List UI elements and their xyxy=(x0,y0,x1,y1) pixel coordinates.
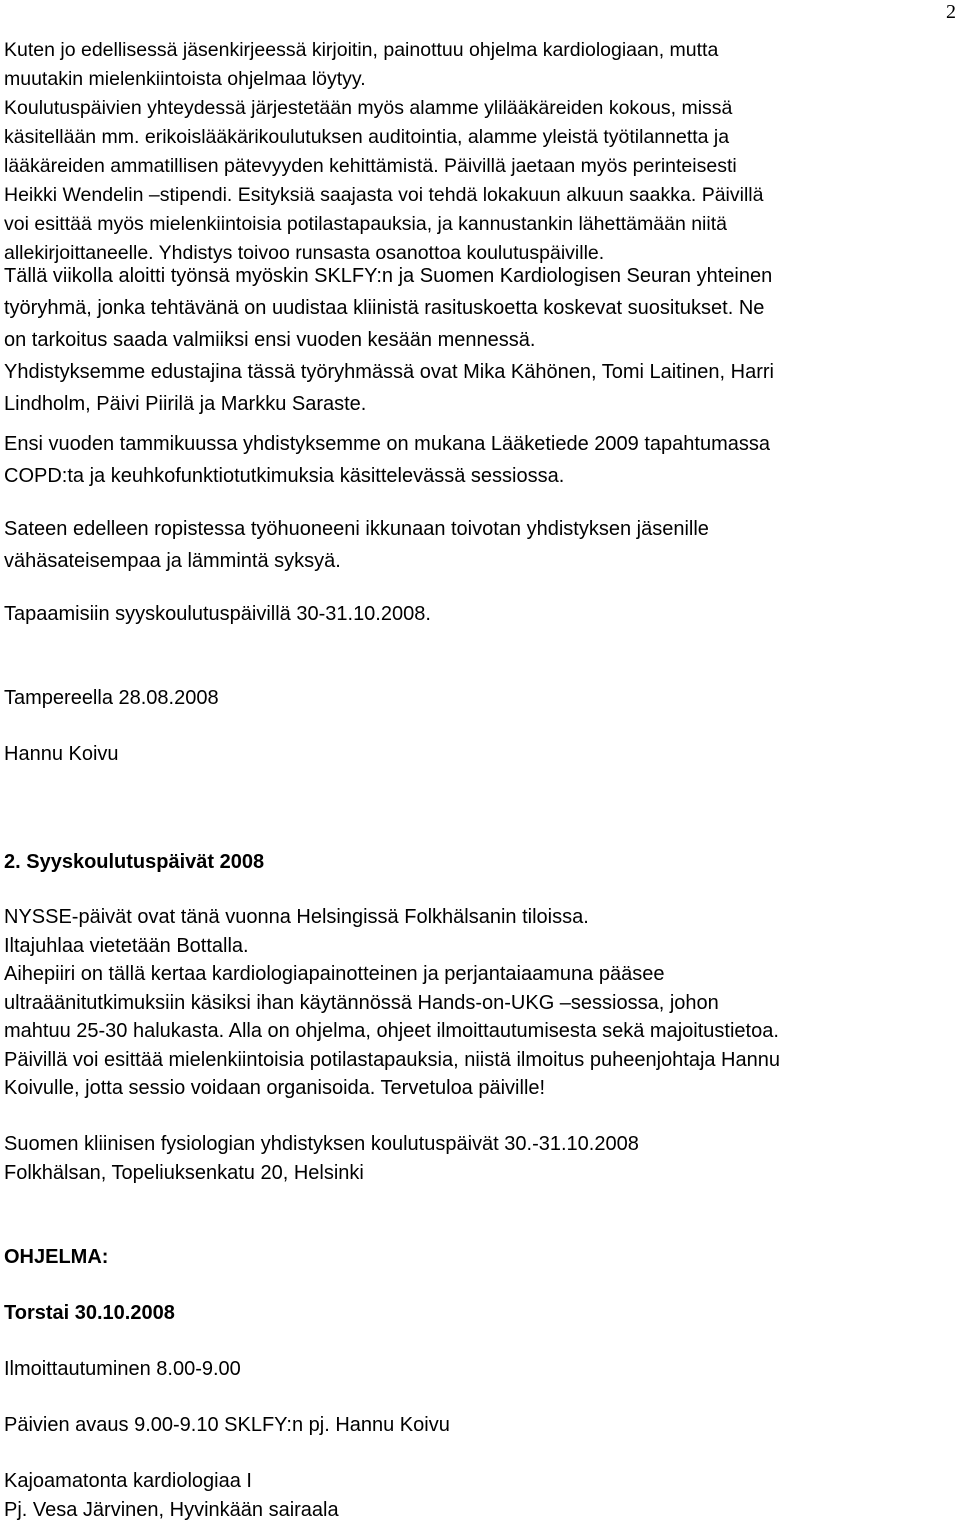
text-line: Koivulle, jotta sessio voidaan organisoida. Tervetuloa päiville! xyxy=(4,1077,546,1099)
session-block xyxy=(4,1467,956,1524)
place-date xyxy=(4,684,956,712)
text-line: mahtuu 25-30 halukasta. Alla on ohjelma, ohjeet ilmoittautumisesta sekä majoitustietoa. xyxy=(4,1020,779,1042)
text-line: Folkhälsan, Topeliuksenkatu 20, Helsinki xyxy=(4,1161,364,1184)
section-heading xyxy=(4,848,956,876)
session-title: Kajoamatonta kardiologiaa I xyxy=(4,1470,252,1492)
intro-paragraph-b xyxy=(4,260,956,420)
session-chair: Pj. Vesa Järvinen, Hyvinkään sairaala xyxy=(4,1498,339,1521)
text-line: muutakin mielenkiintoista ohjelmaa löytyy. xyxy=(4,68,366,90)
greeting-paragraph xyxy=(4,513,956,577)
text-line: työryhmä, jonka tehtävänä on uudistaa kliinistä rasituskoetta koskevat suositukset. Ne xyxy=(4,297,765,319)
text-line: Suomen kliinisen fysiologian yhdistyksen koulutuspäivät 30.-31.10.2008 xyxy=(4,1133,639,1155)
text-line: lääkäreiden ammatillisen pätevyyden kehittämistä. Päivillä jaetaan myös perinteisesti xyxy=(4,155,737,177)
text-line: NYSSE-päivät ovat tänä vuonna Helsingissä Folkhälsanin tiloissa. xyxy=(4,906,589,928)
text-line: Ensi vuoden tammikuussa yhdistyksemme on mukana Lääketiede 2009 tapahtumassa xyxy=(4,433,770,455)
program-item xyxy=(4,1355,956,1383)
program-heading-text: OHJELMA: xyxy=(4,1246,109,1268)
text-line: Yhdistyksemme edustajina tässä työryhmässä ovat Mika Kähönen, Tomi Laitinen, Harri xyxy=(4,361,774,383)
program-item-text: Päivien avaus 9.00-9.10 SKLFY:n pj. Hannu Koivu xyxy=(4,1414,450,1436)
intro-paragraph-a xyxy=(4,36,956,268)
laaketiede-paragraph xyxy=(4,428,956,492)
text-line: Aihepiiri on tällä kertaa kardiologiapainotteinen ja perjantaiaamuna pääsee xyxy=(4,963,665,985)
signature xyxy=(4,740,956,768)
text-line: COPD:ta ja keuhkofunktiotutkimuksia käsittelevässä sessiossa. xyxy=(4,465,565,487)
section-heading-text: 2. Syyskoulutuspäivät 2008 xyxy=(4,851,265,873)
closing-text: Tapaamisiin syyskoulutuspäivillä 30-31.10.2008. xyxy=(4,603,431,625)
day-heading-text: Torstai 30.10.2008 xyxy=(4,1302,175,1324)
text-line: voi esittää myös mielenkiintoisia potilastapauksia, ja kannustankin lähettämään niitä xyxy=(4,213,727,235)
text-line: Koulutuspäivien yhteydessä järjestetään myös alamme ylilääkäreiden kokous, missä xyxy=(4,97,733,119)
text-line: Iltajuhlaa vietetään Bottalla. xyxy=(4,934,249,957)
page-number: 2 xyxy=(946,1,956,23)
program-heading xyxy=(4,1243,956,1271)
text-line: vähäsateisempaa ja lämmintä syksyä. xyxy=(4,550,341,572)
section-paragraph xyxy=(4,903,956,1103)
program-item xyxy=(4,1411,956,1439)
text-line: Sateen edelleen ropistessa työhuoneeni ikkunaan toivotan yhdistyksen jäsenille xyxy=(4,518,709,540)
place-date-text: Tampereella 28.08.2008 xyxy=(4,687,219,709)
text-line: Kuten jo edellisessä jäsenkirjeessä kirjoitin, painottuu ohjelma kardiologiaan, mutta xyxy=(4,39,719,61)
text-line: Tällä viikolla aloitti työnsä myöskin SKLFY:n ja Suomen Kardiologisen Seuran yhteinen xyxy=(4,265,773,287)
text-line: ultraäänitutkimuksiin käsiksi ihan käytännössä Hands-on-UKG –sessiossa, johon xyxy=(4,991,719,1014)
signature-text: Hannu Koivu xyxy=(4,743,119,765)
text-line: Päivillä voi esittää mielenkiintoisia potilastapauksia, niistä ilmoitus puheenjohtaja Hannu xyxy=(4,1048,780,1071)
event-info xyxy=(4,1130,956,1187)
text-line: on tarkoitus saada valmiiksi ensi vuoden kesään mennessä. xyxy=(4,329,536,351)
text-line: käsitellään mm. erikoislääkärikoulutuksen auditointia, alamme yleistä työtilannetta ja xyxy=(4,126,730,148)
text-line: Heikki Wendelin –stipendi. Esityksiä saajasta voi tehdä lokakuun alkuun saakka. Päivillä xyxy=(4,184,764,206)
text-line: allekirjoittaneelle. Yhdistys toivoo runsasta osanottoa koulutuspäiville. xyxy=(4,242,605,264)
day-heading xyxy=(4,1299,956,1327)
closing-line xyxy=(4,600,956,628)
program-item-text: Ilmoittautuminen 8.00-9.00 xyxy=(4,1358,241,1380)
text-line: Lindholm, Päivi Piirilä ja Markku Saraste. xyxy=(4,393,367,415)
